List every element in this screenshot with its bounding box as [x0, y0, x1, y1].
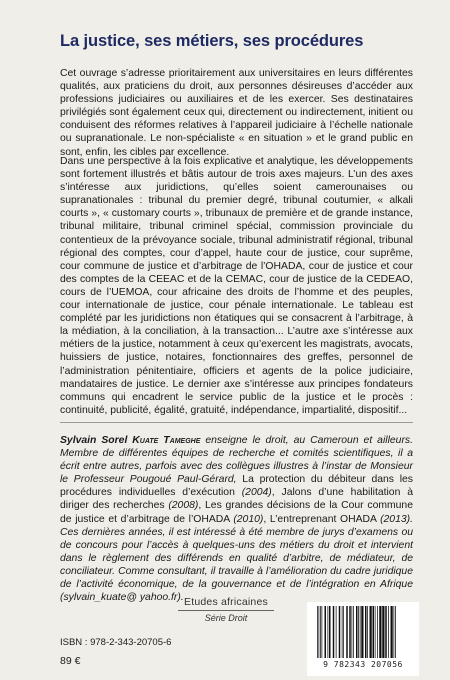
- barcode-bar: [367, 606, 368, 658]
- bio-work-2: Jalons d’une habilitation à diriger des recherches: [60, 487, 413, 512]
- barcode-bar: [336, 606, 337, 658]
- barcode-bar: [319, 606, 320, 658]
- bio-text-2: . Ces dernières années, il est intéressé à été membre de jurys d’examens ou de concours pour l’accès à quelques-uns des métiers du droit et intervient dans le règlement des différends en qualité d’arbitre, de médiateur, de conciliateur. Comme consultant, il travaille à l’amélioration du cadre juridique de l’activité économique, de la gouvernance et de l’intégration en Afrique (sylvain_kuate@ yahoo.fr).: [60, 513, 413, 604]
- series-subtitle: Série Droit: [204, 613, 248, 623]
- barcode-bar: [379, 606, 381, 658]
- bio-sep-3: ,: [263, 513, 270, 525]
- bio-year-4: (2013): [380, 513, 411, 525]
- barcode-bar: [395, 606, 396, 658]
- barcode-bar: [358, 606, 359, 658]
- barcode-bar: [391, 606, 393, 658]
- author-surname: Kuate Tameghe: [132, 435, 201, 446]
- barcode-bar: [382, 606, 384, 658]
- barcode-bar: [325, 606, 327, 658]
- barcode-bar: [361, 606, 363, 658]
- barcode-bar: [322, 606, 323, 658]
- bio-sep-2: ,: [198, 500, 206, 512]
- barcode-bar: [385, 606, 387, 658]
- price: 89 €: [60, 655, 81, 667]
- barcode-bars: [307, 602, 419, 662]
- barcode-bar: [343, 606, 344, 658]
- barcode-bar: [333, 606, 335, 658]
- barcode-number: 9 782343 207056: [323, 660, 403, 669]
- barcode-bar: [317, 606, 318, 658]
- barcode-bar: [329, 606, 331, 658]
- bio-work-4: L’entreprenant OHADA: [269, 513, 381, 525]
- bio-year-1: (2004): [241, 487, 272, 499]
- bio-year-3: (2010): [233, 513, 264, 525]
- separator-rule: [60, 422, 413, 423]
- book-title: La justice, ses métiers, ses procédures: [60, 32, 364, 50]
- bio-text-1: enseigne le droit, au Cameroun et ailleurs. Membre de différentes équipes de recherche et comités scientifiques, il a écrit entre autres, parfois avec des collègues illustres à l’instar de Monsieur le Professeur Pougoué Paul-Gérard,: [60, 435, 413, 486]
- description-paragraph-1: Cet ouvrage s’adresse prioritairement aux universitaires en leurs différentes qualités, aux praticiens du droit, aux personnes désireuses d’accéder aux professions judiciaires ou auxiliaires et de les exercer. Ses destinataires privilégiés sont également ceux qui, directement ou indirectement, initient ou conduisent des réformes relatives à l’appareil judiciaire à l’échelle nationale ou supranationale. Le non-spécialiste « en situation » et le grand public en sont, enfin, les cibles par excellence.: [60, 68, 413, 158]
- barcode-bar: [375, 606, 376, 658]
- barcode-bar: [394, 606, 395, 658]
- series-name: Etudes africaines: [184, 596, 268, 608]
- author-first-names: Sylvain Sorel: [60, 435, 133, 446]
- bio-sep-1: ,: [271, 487, 282, 499]
- barcode-bar: [356, 606, 358, 658]
- series-divider: [178, 610, 274, 611]
- barcode-bar: [342, 606, 343, 658]
- barcode-bar: [388, 606, 389, 658]
- barcode: [307, 602, 419, 676]
- barcode-bar: [346, 606, 348, 658]
- barcode-bar: [353, 606, 354, 658]
- barcode-bar: [339, 606, 341, 658]
- barcode-bar: [373, 606, 375, 658]
- bio-year-2: (2008): [168, 500, 199, 512]
- description-paragraph-2: Dans une perspective à la fois explicative et analytique, les développements sont fortement illustrés et bâtis autour de trois axes majeurs. L’un des axes s’intéresse aux juridictions, qu’elles soient camerounaises ou supranationales : tribunal du premier degré, tribunal coutumier, « alkali courts », « customary courts », tribunaux de première et de grande instance, tribunal militaire, tribunal criminel spécial, commission provinciale du contentieux de la prévoyance sociale, tribunal administratif régional, tribunal régional des comptes, cour d’appel, haute cour de justice, cour suprême, cour commune de justice et d’arbitrage de l’OHADA, cour de justice et cour des comptes de la CEEAC et de la CEMAC, cour de justice de la CEDEAO, cours de l’UEMOA, cour africaine des droits de l’homme et des peuples, cour internationale de justice, cour pénale internationale. Le tableau est complété par les juridictions non étatiques qui se consacrent à l’arbitrage, à la médiation, à la conciliation, à la transaction... L’autre axe s’intéresse aux métiers de la justice, notamment à ceux qu’exercent les magistrats, avocats, huissiers de justice, notaires, fonctionnaires des greffes, personnel de l’administration pénitentiaire, officiers et agents de la police judiciaire, mandataires de justice. Le dernier axe s’intéresse aux principes fondateurs communs qui encadrent le service public de la justice et le procès : continuité, publicité, égalité, gratuité, indépendance, impartialité, dispositif...: [60, 156, 413, 416]
- barcode-bar: [360, 606, 361, 658]
- barcode-bar: [349, 606, 351, 658]
- author-bio: [60, 434, 413, 604]
- barcode-bar: [370, 606, 372, 658]
- bio-work-3: Les grandes décisions de la Cour commune de justice et d’arbitrage de l’OHADA: [60, 500, 413, 525]
- barcode-bar: [352, 606, 353, 658]
- barcode-bar: [320, 606, 321, 658]
- series-logo: [176, 596, 276, 623]
- barcode-bar: [328, 606, 329, 658]
- bio-work-1: La protection du débiteur dans les procédures individuelles d’exécution: [60, 474, 413, 499]
- barcode-bar: [377, 606, 378, 658]
- isbn: ISBN : 978-2-343-20705-6: [60, 637, 172, 648]
- barcode-bar: [365, 606, 367, 658]
